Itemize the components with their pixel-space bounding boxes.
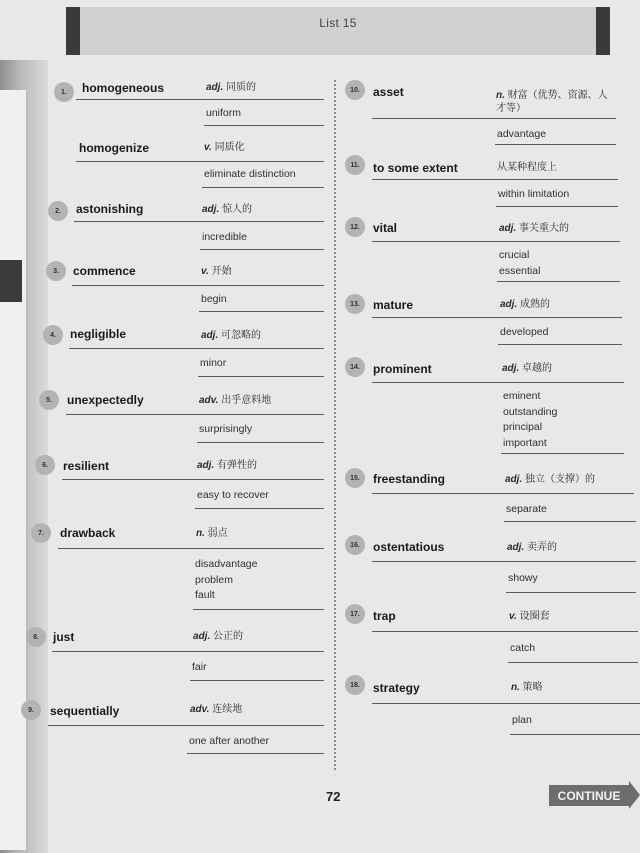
continue-button[interactable]: CONTINUE xyxy=(549,785,629,806)
entry-number: 15. xyxy=(345,468,365,488)
entry-number: 8. xyxy=(26,627,46,647)
entry-word: homogeneous xyxy=(82,81,165,95)
entry-word: commence xyxy=(73,264,136,278)
word-underline xyxy=(372,493,634,494)
part-of-speech: adj. xyxy=(197,460,215,471)
chinese-meaning: 弱点 xyxy=(207,528,228,539)
synonym-list xyxy=(195,557,257,604)
synonym-underline xyxy=(190,680,324,681)
synonym: separate xyxy=(506,503,547,515)
chinese-meaning: 独立（支撑）的 xyxy=(525,474,596,485)
synonym-underline xyxy=(187,753,324,754)
chinese-meaning: 设圈套 xyxy=(519,611,550,622)
synonym: problem xyxy=(195,573,233,586)
part-of-speech: v. xyxy=(204,142,212,153)
synonym: outstanding xyxy=(503,405,558,418)
synonym-underline xyxy=(504,521,636,522)
synonym: principal xyxy=(503,421,543,433)
part-of-speech: v. xyxy=(201,266,209,277)
entry-meaning xyxy=(197,459,257,472)
part-of-speech: adv. xyxy=(199,395,219,406)
entry-meaning xyxy=(507,541,557,554)
synonym: eminent xyxy=(503,390,541,402)
synonym: developed xyxy=(500,326,549,338)
synonym-underline xyxy=(496,206,618,207)
entry-word: trap xyxy=(373,609,396,623)
word-underline xyxy=(372,241,620,242)
word-underline xyxy=(372,317,622,318)
part-of-speech: adj. xyxy=(206,82,224,93)
entry-number: 12. xyxy=(345,217,365,237)
synonym-list xyxy=(508,571,538,587)
entry-meaning xyxy=(505,473,595,486)
synonym: fault xyxy=(195,589,215,601)
synonym-list xyxy=(510,641,535,657)
synonym-list xyxy=(500,325,548,341)
synonym-list xyxy=(498,187,569,203)
synonym: easy to recover xyxy=(197,489,269,501)
word-underline xyxy=(62,479,324,480)
chinese-meaning: 连续地 xyxy=(212,704,243,715)
word-underline xyxy=(74,221,324,222)
part-of-speech: adj. xyxy=(502,363,520,374)
synonym-list xyxy=(497,127,546,143)
entry-meaning xyxy=(202,203,252,216)
synonym-list xyxy=(206,106,241,122)
chinese-meaning: 财富（优势、资源、人 xyxy=(507,90,608,101)
word-underline xyxy=(372,382,624,383)
word-underline xyxy=(76,99,324,100)
entry-number: 4. xyxy=(43,325,63,345)
entry-meaning xyxy=(201,265,232,278)
chinese-meaning: 惊人的 xyxy=(222,204,253,215)
word-underline xyxy=(69,348,324,349)
column-divider xyxy=(334,80,336,770)
page-number: 72 xyxy=(326,789,341,804)
list-title: List 15 xyxy=(319,16,357,30)
synonym-list xyxy=(499,248,540,279)
part-of-speech: adj. xyxy=(505,474,523,485)
synonym: uniform xyxy=(206,107,242,119)
synonym-underline xyxy=(199,311,324,312)
entry-word: negligible xyxy=(70,327,127,341)
word-underline xyxy=(52,651,324,652)
synonym: begin xyxy=(201,293,227,305)
entry-number: 10. xyxy=(345,80,365,100)
synonym: catch xyxy=(510,642,536,654)
part-of-speech: adj. xyxy=(499,223,517,234)
chinese-meaning: 有弹性的 xyxy=(217,460,258,471)
synonym-underline xyxy=(497,281,620,282)
entry-number: 11. xyxy=(345,155,365,175)
synonym-underline xyxy=(197,442,324,443)
entry-word: homogenize xyxy=(79,141,150,155)
synonym: essential xyxy=(499,264,541,277)
synonym: minor xyxy=(200,357,227,369)
part-of-speech: adj. xyxy=(507,542,525,553)
entry-meaning xyxy=(199,394,271,407)
header-right-tab xyxy=(596,7,610,55)
part-of-speech: adj. xyxy=(201,330,219,341)
synonym-list xyxy=(506,502,547,518)
entry-word: just xyxy=(53,630,75,644)
entry-meaning xyxy=(509,610,550,623)
entry-meaning xyxy=(511,681,543,694)
synonym: crucial xyxy=(499,249,530,261)
synonym: plan xyxy=(512,714,532,726)
entry-word: drawback xyxy=(60,526,116,540)
part-of-speech: adj. xyxy=(500,299,518,310)
synonym: advantage xyxy=(497,128,547,140)
synonym-underline xyxy=(508,662,638,663)
synonym: disadvantage xyxy=(195,558,258,570)
part-of-speech: adj. xyxy=(193,631,211,642)
entry-meaning xyxy=(196,527,228,540)
synonym-underline xyxy=(202,187,324,188)
entry-number: 9. xyxy=(21,700,41,720)
synonym-underline xyxy=(193,609,324,610)
entry-meaning xyxy=(201,329,261,342)
entry-word: resilient xyxy=(63,459,110,473)
chinese-meaning: 公正的 xyxy=(213,631,244,642)
synonym-underline xyxy=(200,249,324,250)
entry-word: ostentatious xyxy=(373,540,445,554)
entry-number: 14. xyxy=(345,357,365,377)
entry-number: 1. xyxy=(54,82,74,102)
synonym-list xyxy=(200,356,226,372)
entry-number: 13. xyxy=(345,294,365,314)
part-of-speech: n. xyxy=(496,90,505,101)
chinese-meaning: 出乎意料地 xyxy=(221,395,272,406)
part-of-speech: adj. xyxy=(202,204,220,215)
entry-meaning xyxy=(193,630,243,643)
left-page-edge xyxy=(0,90,27,850)
entry-word: prominent xyxy=(373,362,432,376)
word-underline xyxy=(372,703,640,704)
word-underline xyxy=(372,631,638,632)
word-underline xyxy=(66,414,324,415)
entry-meaning xyxy=(206,81,256,94)
entry-meaning xyxy=(499,222,569,235)
entry-number: 17. xyxy=(345,604,365,624)
chinese-meaning: 同质的 xyxy=(226,82,257,93)
word-underline xyxy=(48,725,324,726)
chinese-meaning: 策略 xyxy=(522,682,543,693)
synonym: one after another xyxy=(189,735,269,747)
synonym: incredible xyxy=(202,231,247,243)
chinese-meaning: 成熟的 xyxy=(520,299,551,310)
entry-number: 2. xyxy=(48,201,68,221)
chinese-meaning: 开始 xyxy=(211,266,232,277)
synonym-list xyxy=(199,422,252,438)
entry-number: 7. xyxy=(31,523,51,543)
entry-meaning xyxy=(502,362,552,375)
entry-word: freestanding xyxy=(373,472,446,486)
header-left-tab xyxy=(66,7,80,55)
word-underline xyxy=(76,161,324,162)
entry-word: vital xyxy=(373,221,398,235)
continue-arrow-icon xyxy=(629,781,640,809)
entry-word: strategy xyxy=(373,681,420,695)
chinese-meaning: 从某种程度上 xyxy=(497,162,557,173)
synonym-underline xyxy=(510,734,640,735)
word-underline xyxy=(72,285,324,286)
entry-meaning xyxy=(500,298,550,311)
synonym-list xyxy=(204,167,296,183)
chinese-meaning: 卓越的 xyxy=(522,363,553,374)
word-underline xyxy=(372,561,636,562)
part-of-speech: n. xyxy=(196,528,205,539)
synonym-underline xyxy=(498,344,622,345)
synonym: showy xyxy=(508,572,538,584)
chinese-meaning: 同质化 xyxy=(214,142,245,153)
entry-number: 5. xyxy=(39,390,59,410)
synonym: fair xyxy=(192,661,207,673)
synonym-underline xyxy=(506,592,636,593)
synonym-list xyxy=(197,488,269,504)
word-underline xyxy=(372,179,618,180)
entry-meaning xyxy=(204,141,245,154)
entry-word: mature xyxy=(373,298,414,312)
synonym-list xyxy=(201,292,227,308)
synonym-list xyxy=(512,713,532,729)
synonym: important xyxy=(503,436,547,449)
synonym-list xyxy=(503,389,557,451)
list-header xyxy=(66,7,610,55)
synonym-underline xyxy=(195,508,324,509)
part-of-speech: v. xyxy=(509,611,517,622)
synonym: within limitation xyxy=(498,188,570,200)
synonym: surprisingly xyxy=(199,423,253,435)
entry-number: 6. xyxy=(35,455,55,475)
entry-meaning xyxy=(497,161,557,174)
chinese-meaning-continued: 才等） xyxy=(496,103,526,114)
chinese-meaning: 卖弄的 xyxy=(527,542,558,553)
chinese-meaning: 可忽略的 xyxy=(221,330,262,341)
synonym-list xyxy=(189,734,269,750)
entry-number: 18. xyxy=(345,675,365,695)
word-underline xyxy=(372,118,616,119)
part-of-speech: adv. xyxy=(190,704,210,715)
synonym-underline xyxy=(501,453,624,454)
entry-number: 16. xyxy=(345,535,365,555)
entry-meaning xyxy=(496,89,608,115)
entry-word: asset xyxy=(373,85,404,99)
entry-word: unexpectedly xyxy=(67,393,144,407)
synonym-list xyxy=(192,660,207,676)
entry-number: 3. xyxy=(46,261,66,281)
entry-meaning xyxy=(190,703,242,716)
synonym-list xyxy=(202,230,247,246)
synonym: eliminate distinction xyxy=(204,168,296,180)
entry-word: sequentially xyxy=(50,704,120,718)
synonym-underline xyxy=(198,376,324,377)
entry-word: to some extent xyxy=(373,161,458,175)
word-underline xyxy=(58,548,324,549)
part-of-speech: n. xyxy=(511,682,520,693)
synonym-underline xyxy=(204,125,324,126)
chinese-meaning: 事关重大的 xyxy=(519,223,570,234)
synonym-underline xyxy=(495,144,616,145)
entry-word: astonishing xyxy=(76,202,144,216)
left-page-tab xyxy=(0,260,22,302)
